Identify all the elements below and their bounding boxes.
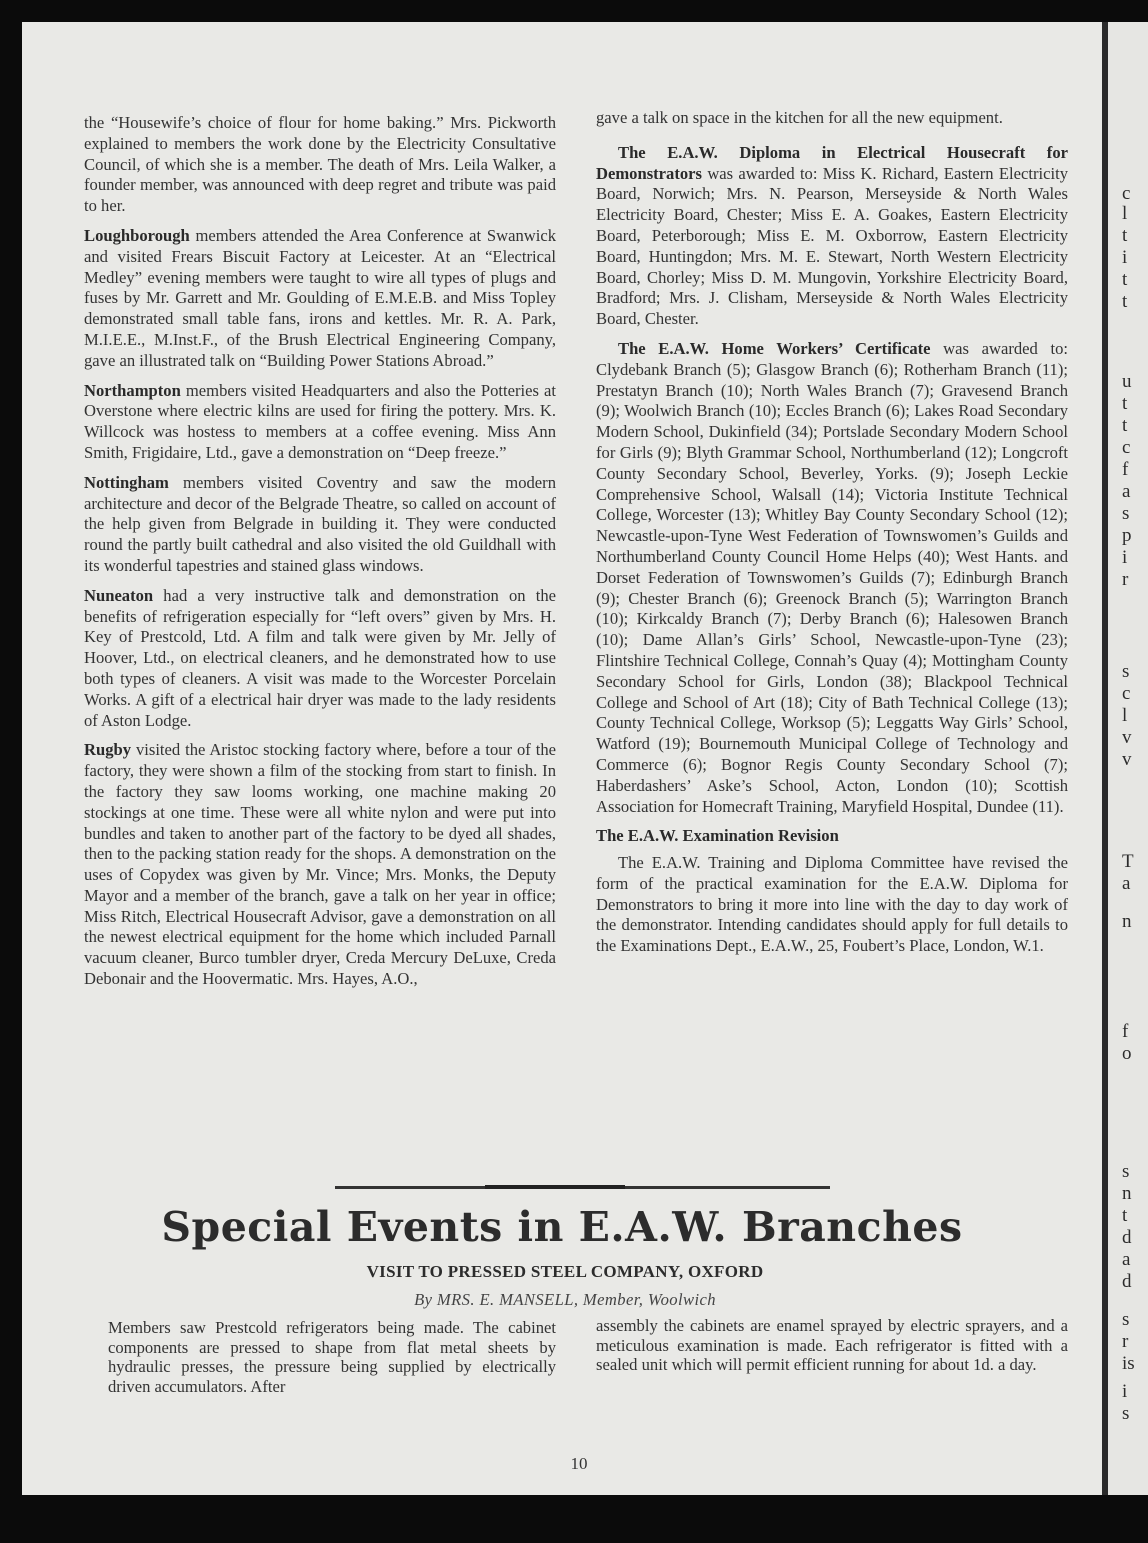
next-page-fragment: f [1122,459,1129,480]
event-right-column [596,1316,1068,1384]
next-page-fragment: t [1122,225,1128,246]
next-page-fragment: p [1122,525,1132,546]
branch-name-loughborough: Loughborough [84,225,190,245]
left-column [84,113,556,999]
next-page-fragment: s [1122,661,1130,682]
nottingham-paragraph [84,473,556,577]
next-page-fragment: v [1122,749,1132,770]
diploma-text: was awarded to: Miss K. Richard, Eastern Electricity Board, Norwich; Mrs. N. Pearson, Merseyside & North Wales Electricity Board, Chester; Miss E. A. Goakes, Eastern Electricity Board, Peterborough; Miss E. M. Oxborrow, Eastern Electricity Board, Huntingdon; Mrs. M. E. Stewart, North Western Electricity Board, Chorley; Miss D. M. Mungovin, Yorkshire Electricity Board, Bradford; Mrs. J. Clisham, Merseyside & North Wales Electricity Board, Chester. [596,163,1068,329]
nottingham-text: members visited Coventry and saw the modern architecture and decor of the Belgrade Theatre, so called on account of the help given from Belgrade in building it. They were conducted round the partly built cathedral and also visited the old Guildhall with its wonderful tapestries and stained glass windows. [84,472,556,575]
nuneaton-paragraph [84,586,556,732]
next-page-fragment: u [1122,371,1132,392]
next-page-fragment: t [1122,291,1128,312]
event-byline: By MRS. E. MANSELL, Member, Woolwich [414,1290,716,1309]
branch-name-rugby: Rugby [84,740,132,760]
revision-heading: The E.A.W. Examination Revision [596,826,839,846]
diploma-paragraph [596,143,1068,330]
next-page-fragment: i [1122,1381,1128,1402]
next-page-fragment: l [1122,705,1128,726]
next-page-fragment: f [1122,1021,1129,1042]
next-page-fragment: d [1122,1227,1132,1248]
next-page-fragment: c [1122,683,1131,704]
next-page-fragment: i [1122,247,1128,268]
diploma-heading: The E.A.W. Diploma in Electrical Housecraft for Demonstrators [596,142,1068,183]
nuneaton-text: had a very instructive talk and demonstration on the benefits of refrigeration especially for “left overs” given by Mrs. H. Key of Prestcold, Ltd. A film and talk were given by Mr. Jelly of Hoover, Ltd., on electrical cleaners, and he demonstrated how to use both types of cleaners. A visit was made to the Worcester Porcelain Works. A gift of a electrical hair dryer was made to the lady residents of Aston Lodge. [84,585,556,730]
certificate-text: was awarded to: Clydebank Branch (5); Glasgow Branch (6); Rotherham Branch (11); Prestatyn Branch (10); North Wales Branch (7); Gravesend Branch (9); Woolwich Branch (10); Eccles Branch (6); Lakes Road Secondary Modern School, Dukinfield (34); Portslade Secondary Modern School for Girls (9); Blyth Grammar School, Northumberland (12); Longcroft County Secondary School, Beverley, Yorks. (9); Joseph Leckie Comprehensive School, Walsall (14); Victoria Institute Technical College, Worcester (13); Whitley Bay County Secondary School (12); Newcastle-upon-Tyne West Federation of Townswomen’s Guilds and Northumberland County Council Home Helps (40); West Hants. and Dorset Federation of Townswomen’s Guilds (7); Edinburgh Branch (9); Chester Branch (6); Greenock Branch (5); Warrington Branch (10); Kirkcaldy Branch (7); Derby Branch (6); Halesowen Branch (10); Dame Allan’s Girls’ School, Newcastle-upon-Tyne (23); Flintshire Technical College, Connah’s Quay (4); Mottingham County Secondary School for Girls, London (38); Blackpool Technical College and School of Art (18); City of Bath Technical College (13); County Technical College, Worksop (5); Leggatts Way Girls’ School, Watford (19); Bournemouth Municipal College of Technology and Commerce (6); Bognor Regis County Secondary School (7); Haberdashers’ Aske’s School, Acton, London (10); Scottish Association for Homecraft Training, Maryfield Hospital, Dundee (11). [596,338,1068,816]
next-page-fragment: d [1122,1271,1132,1292]
next-page-fragment: s [1122,1309,1130,1330]
next-page-fragment: o [1122,1043,1132,1064]
northampton-paragraph [84,381,556,464]
branch-name-nuneaton: Nuneaton [84,585,154,605]
loughborough-text: members attended the Area Conference at Swanwick and visited Frears Biscuit Factory at Leicester. At an “Electrical Medley” evening members were taught to wire all types of plugs and fuses by Mr. Garrett and Mr. Goulding of E.M.E.B. and Miss Topley demonstrated small table fans, irons and kettles. Mr. R. A. Park, M.I.E.E., M.Inst.F., of the Brush Electrical Engineering Company, gave an illustrated talk on “Building Power Stations Abroad.” [84,225,556,370]
next-page-fragment: t [1122,415,1128,436]
certificate-paragraph [596,339,1068,817]
next-page-fragment: t [1122,269,1128,290]
page-number: 10 [570,1454,588,1473]
intro-paragraph: the “Housewife’s choice of flour for home baking.” Mrs. Pickworth explained to members the work done by the Electricity Consultative Council, of which she is a member. The death of Mrs. Leila Walker, a founder member, was announced with deep regret and tribute was paid to her. [84,113,556,216]
next-page-fragment: n [1122,911,1132,932]
rugby-paragraph [84,740,556,990]
branch-name-nottingham: Nottingham [84,472,169,492]
next-page-fragment: l [1122,203,1128,224]
next-page-fragment: t [1122,1205,1128,1226]
next-page-fragment: v [1122,727,1132,748]
loughborough-paragraph [84,226,556,372]
next-page-edge [1108,22,1148,1495]
next-page-fragment: a [1122,481,1131,502]
rugby-text: visited the Aristoc stocking factory where, before a tour of the factory, they were shown a film of the stocking from start to finish. In the factory they saw looms working, one machine making 20 stockings at one time. These were all white nylon and were put into bundles and taken to another part of the factory to be dyed all shades, then to the packing station ready for the shops. A demonstration on the uses of Copydex was given by Mr. Vince; Mrs. Monks, the Deputy Mayor and a member of the branch, gave a talk on her year in office; Miss Ritch, Electrical Housecraft Advisor, gave a demonstration on all the newest electrical equipment for the home which included Parnall vacuum cleaner, Burco tumbler dryer, Creda Mercury DeLuxe, Creda Debonair and the Hoovermatic. Mrs. Hayes, A.O., [84,740,556,989]
event-title: VISIT TO PRESSED STEEL COMPANY, OXFORD [366,1262,764,1281]
continued-paragraph: gave a talk on space in the kitchen for all the new equipment. [596,108,1003,127]
northampton-text: members visited Headquarters and also the Potteries at Overstone where electric kilns are used for firing the pottery. Mrs. K. Willcock was hostess to members at a coffee evening. Miss Ann Smith, Frigidaire, Ltd., gave a demonstration on “Deep freeze.” [84,380,556,462]
next-page-fragment: r [1122,569,1129,590]
event-right-text: assembly the cabinets are enamel sprayed by electric sprayers, and a meticulous examination is made. Each refrigerator is fitted with a sealed unit which will permit efficient running for about 1d. a day. [596,1316,1068,1374]
revision-paragraph: The E.A.W. Training and Diploma Committee have revised the form of the practical examination for the E.A.W. Diploma for Demonstrators to bring it more into line with the day to day work of the demonstrator. Intending candidates should apply for full details to the Examinations Dept., E.A.W., 25, Foubert’s Place, London, W.1. [596,853,1068,956]
right-column [596,108,1068,966]
next-page-fragment: s [1122,503,1130,524]
event-left-column [108,1318,556,1405]
next-page-fragment: a [1122,1249,1131,1270]
next-page-fragment: c [1122,437,1131,458]
event-left-text: Members saw Prestcold refrigerators being made. The cabinet components are pressed to shape from flat metal sheets by hydraulic presses, the pressure being supplied by electrically driven accumulators. After [108,1318,556,1396]
next-page-fragment: s [1122,1161,1130,1182]
next-page-fragment: i [1122,547,1128,568]
special-events-headline: Special Events in E.A.W. Branches [161,1203,963,1251]
section-divider [335,1186,830,1189]
next-page-fragment: n [1122,1183,1132,1204]
next-page-fragment: t [1122,393,1128,414]
certificate-heading: The E.A.W. Home Workers’ Certificate [618,338,931,358]
next-page-fragment: a [1122,873,1131,894]
next-page-fragment: T [1122,851,1134,872]
next-page-fragment: is [1122,1353,1135,1374]
next-page-fragment: c [1122,183,1131,204]
page [22,22,1102,1495]
next-page-fragment: s [1122,1403,1130,1424]
branch-name-northampton: Northampton [84,380,181,400]
next-page-fragment: r [1122,1331,1129,1352]
